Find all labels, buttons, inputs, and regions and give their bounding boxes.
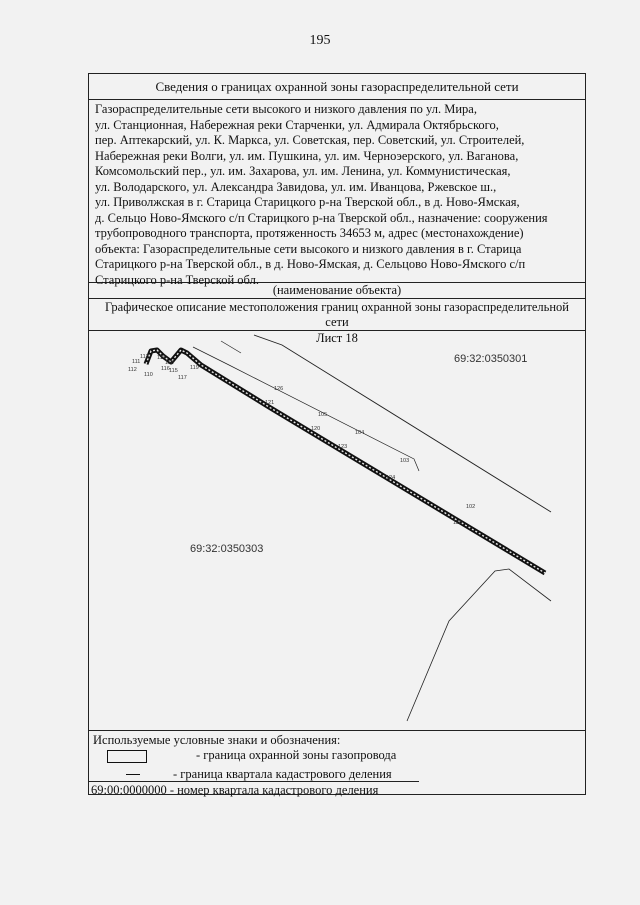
description-line: ул. Володарского, ул. Александра Завидова, ул. им. Иванцова, Ржевское ш.,: [95, 179, 497, 194]
object-description: [89, 100, 585, 287]
page-number: 195: [309, 33, 331, 48]
point-label: 124: [386, 475, 396, 481]
point-label: 103: [400, 458, 410, 464]
legend-quarter-number-text: - номер квартала кадастрового деления: [166, 783, 379, 797]
description-line: Старицкого р-на Тверской обл., в д. Ново-Ямская, д. Сельцово Ново-Ямского с/п: [95, 257, 526, 271]
legend-quarter-number-row: [89, 781, 419, 798]
description-line: д. Сельцо Ново-Ямского с/п Старицкого р-на Тверской обл., назначение: сооружения: [95, 210, 548, 225]
point-label: 121: [265, 400, 275, 406]
point-label: 123: [338, 444, 348, 450]
quarter-number-top-right: 69:32:0350301: [454, 353, 528, 365]
description-line: пер. Аптекарский, ул. К. Маркса, ул. Советская, пер. Советский, ул. Строителей,: [95, 133, 525, 147]
section-title: Сведения о границах охранной зоны газораспределительной сети: [89, 74, 585, 100]
point-label: 119: [190, 365, 199, 371]
description-line: Газораспределительные сети высокого и низкого давления по ул. Мира,: [95, 102, 477, 116]
legend-zone-boundary-symbol: [107, 750, 147, 763]
point-label: 115: [169, 368, 178, 374]
graphic-description-title: Графическое описание местоположения границ охранной зоны газораспределительной сети: [89, 299, 585, 331]
quarter-boundary-line: [407, 569, 551, 721]
map-area: [89, 331, 585, 731]
description-line: Старицкого р-на Тверской обл.: [95, 272, 259, 287]
protection-zone-boundary: [146, 350, 545, 573]
point-label: 110: [144, 372, 153, 378]
point-label: 102: [466, 504, 476, 510]
legend-zone-boundary-text: - граница охранной зоны газопровода: [196, 748, 397, 762]
description-line: Набережная реки Волги, ул. им. Пушкина, ул. им. Черноэерского, ул. Ваганова,: [95, 148, 519, 163]
point-label: 125: [453, 520, 463, 526]
object-name-caption: (наименование объекта): [89, 283, 585, 299]
point-label: 126: [274, 386, 284, 392]
sheet-label: Лист 18: [316, 331, 358, 345]
quarter-boundary-line: [221, 341, 241, 353]
point-label: 120: [311, 426, 321, 432]
point-label: 112: [128, 367, 137, 373]
point-label: 114: [157, 355, 166, 361]
legend-quarter-number-code: 69:00:0000000: [91, 783, 167, 797]
point-label: 118: [165, 360, 174, 366]
description-line: трубопроводного транспорта, протяженность 34653 м, адрес (местонахождение): [95, 226, 524, 240]
document-frame: [88, 73, 586, 795]
point-label: 117: [178, 375, 187, 381]
description-line: ул. Станционная, Набережная реки Старченки, ул. Адмирала Октябрьского,: [95, 117, 499, 132]
point-label: 111: [132, 359, 141, 365]
point-label: 113: [140, 354, 149, 360]
legend-title: Используемые условные знаки и обозначения:: [93, 733, 341, 747]
cadastral-map: [89, 331, 585, 731]
legend-quarter-boundary-text: - граница квартала кадастрового деления: [173, 767, 392, 781]
description-line: Комсомольский пер., ул. им. Захарова, ул. им. Ленина, ул. Коммунистическая,: [95, 164, 511, 178]
point-label: 104: [355, 430, 365, 436]
quarter-number-left: 69:32:0350303: [190, 543, 264, 555]
point-label: 116: [161, 366, 170, 372]
legend-quarter-boundary-symbol: [126, 774, 140, 775]
description-line: объекта: Газораспределительные сети высокого и низкого давления в г. Старица: [95, 241, 522, 256]
legend: [89, 731, 585, 797]
description-line: ул. Приволжская в г. Старица Старицкого р-на Тверской обл., в д. Ново-Ямская,: [95, 195, 520, 209]
point-label: 105: [318, 412, 328, 418]
